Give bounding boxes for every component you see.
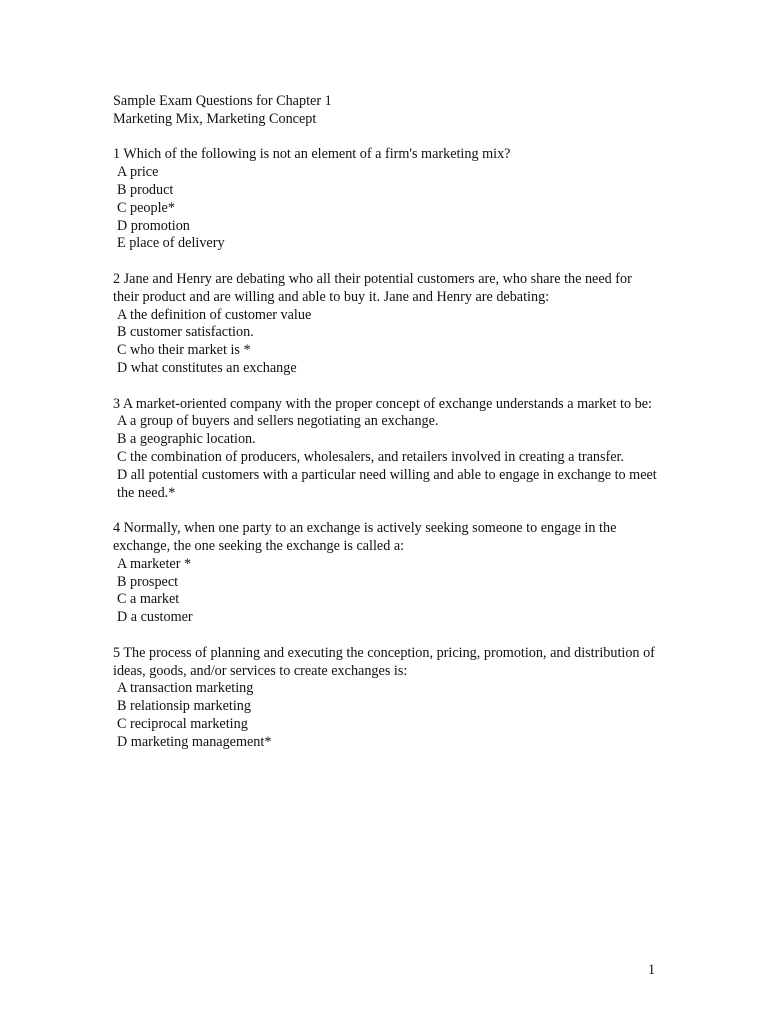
answer-option: C reciprocal marketing <box>117 715 248 732</box>
answer-option: D promotion <box>117 217 190 234</box>
question-stem: 5 The process of planning and executing the conception, pricing, promotion, and distribution of ideas, goods, and/or services to create exchanges is: <box>113 644 655 679</box>
answer-option: D what constitutes an exchange <box>117 359 297 376</box>
document-subtitle: Marketing Mix, Marketing Concept <box>113 110 317 127</box>
answer-option: B a geographic location. <box>117 431 256 448</box>
question-stem: 4 Normally, when one party to an exchange is actively seeking someone to engage in the exchange, the one seeking the exchange is called a: <box>113 520 617 554</box>
answer-option: D all potential customers with a particular need willing and able to engage in exchange to meet the need.* <box>117 466 657 501</box>
answer-option: C who their market is * <box>117 342 251 359</box>
answer-option: D marketing management* <box>117 733 272 750</box>
question-3 <box>113 396 658 503</box>
answer-option: A a group of buyers and sellers negotiating an exchange. <box>117 413 439 430</box>
answer-option: B product <box>117 181 174 198</box>
question-1 <box>113 146 658 253</box>
question-stem: 3 A market-oriented company with the proper concept of exchange understands a market to be: <box>113 395 652 412</box>
answer-option: A the definition of customer value <box>117 306 312 323</box>
question-stem: 2 Jane and Henry are debating who all their potential customers are, who share the need for their product and are willing and able to buy it. Jane and Henry are debating: <box>113 270 632 305</box>
question-2 <box>113 271 658 378</box>
question-5 <box>113 645 658 752</box>
answer-option: A price <box>117 164 159 181</box>
document-body <box>113 93 658 751</box>
answer-option: A transaction marketing <box>117 680 254 697</box>
document-title: Sample Exam Questions for Chapter 1 <box>113 93 332 109</box>
answer-option: B relationsip marketing <box>117 698 251 715</box>
answer-option: C people* <box>117 199 175 216</box>
question-4 <box>113 520 658 627</box>
answer-option: B prospect <box>117 573 179 590</box>
answer-option: C the combination of producers, wholesalers, and retailers involved in creating a transfer. <box>117 448 625 465</box>
answer-option: A marketer * <box>117 555 192 572</box>
question-stem: 1 Which of the following is not an element of a firm's marketing mix? <box>113 146 511 163</box>
answer-option: B customer satisfaction. <box>117 324 254 341</box>
answer-option: D a customer <box>117 609 193 626</box>
page-number: 1 <box>648 962 656 978</box>
answer-option: C a market <box>117 591 180 608</box>
answer-option: E place of delivery <box>117 235 225 252</box>
